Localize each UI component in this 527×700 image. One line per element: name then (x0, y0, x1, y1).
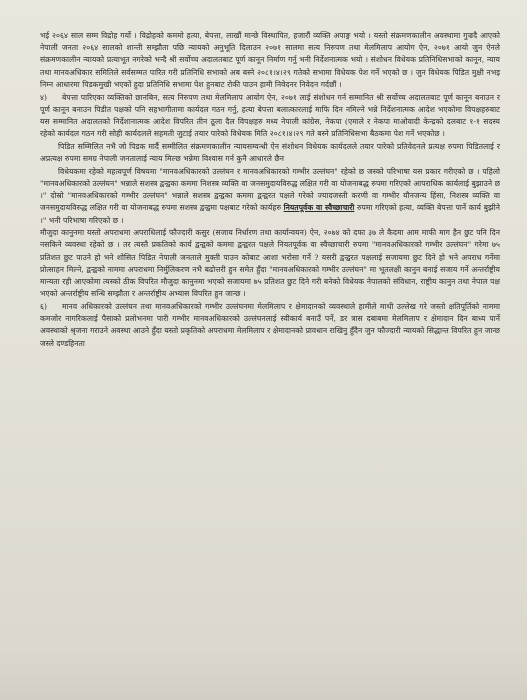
page-shadow (0, 650, 527, 700)
paragraph-item-4 (40, 92, 500, 141)
paragraph-item-6 (40, 301, 500, 350)
paragraph-text: विधेयकमा रहेको महत्वपूर्ण विषयमा "मानवअधिकारको उल्लंघन र मानवअधिकारको गम्भीर उल्लंघन" रहेको छ जस्को परिभाषा यस प्रकार गरीएको छ । पहिलो "मानवअधिकारको उल्लंघन" भन्नाले सशस्त्र द्वन्द्वका कममा निशस्त्र व्यक्ति वा जनसमुदायविरुद्ध लक्षित गरी वा योजनाबद्ध रुपमा गरिएको आपराधिक कार्यलाई बुझाउने छ ।" दोस्रो "मानवअधिकारको गम्भीर उल्लंघन" भन्नाले सशस्त्र द्वन्द्वका कममा द्वन्द्वरत पक्षले गरेको ज्यादजस्ती करणी वा गम्भीर यौनजन्य हिंसा, निशस्त्र व्यक्ति वा जनसमुदायविरुद्ध लक्षित गरी वा योजनाबद्ध रुपमा सशस्त्र द्वन्द्वमा पक्षबाट गरेको कार्यहरु (40, 166, 500, 213)
paragraph-victims (40, 141, 500, 165)
paragraph-number: ४) (40, 92, 48, 102)
paragraph-text: मौजुदा कानुनमा यस्तो अपराधमा अपराधिलाई फौज्दारी कसुर (सजाय निर्धारण तथा कार्यान्वयन) ऐन, २०७४ को दफा ३७ ले कैदमा आम माफी माग हैन छुट पनि दिन नसकिने व्यवस्था रहेको छ । तर त्यस्तै प्रकतिको कार्य द्वन्द्वको कममा द्वन्द्वरत पक्षले नियतपूर्वक वा स्वैच्छाचारी रुपमा "मानवअधिकारको गम्भीर उल्लंघन" गरेमा ७५ प्रतिशत छुट पाउने हो भने शोसित पिडित नेपाली जनताले मुक्ती पाउन कोबाट आशा भरोसा गर्ने ? यसरी द्वन्द्वरत पक्षलाई सजायमा छुट दिने हो भने अपराध गर्नेमा प्रोत्साहन मिल्ने, द्वन्द्वको नाममा अपराधमा निर्मुलिकरण नभै बढोत्तरी हुन समेत हुँदा "मानवअधिकारको गम्भीर उल्लंघन" मा भूतलक्षी कानुन बनाई सजाय गर्ने अन्तर्राष्ट्रीय मान्यता रही आएकोमा त्यस्को ठीक विपरित मौजुदा कानुनमा भएको सजायमा ७५ प्रतिशत छुट दिने गरी बनेको विधेयक नेपालको संविधान, राष्ट्रीय कानुन तथा नेपाल पक्ष भएको अन्तर्राष्ट्रीय सन्धि सम्झौता र अन्तर्राष्ट्रीय अभ्यास विपरित हुन जान्छ । (40, 228, 500, 299)
paragraph-existing-law (40, 227, 500, 300)
emphasized-phrase: नियतपूर्वक वा स्वैच्छाचारी (283, 203, 355, 213)
paragraph-intro (40, 30, 500, 91)
paragraph-number: ६) (40, 301, 48, 311)
paragraph-text: रुपमा गरिएको हत्या, व्यक्ति बेपत्ता पार्ने कार्य बुझीने ।" भनी परिभाषा गरिएको छ । (40, 203, 500, 225)
paragraph-text: मानव अधिकारको उल्लंघन तथा मानवअधिकारको गम्भीर उल्लंघनमा मेलमिलाप र क्षेमादानको व्यवस्थाले हामीले माथी उल्लेख गरे जस्तो क्षतिपूर्तिको नाममा कमजोर नागरिकलाई पैसाको प्रलोभनमा पारी गम्भीर मानवअधिकारको उल्लंघनलाई स्वीकार्य बनाउँ पर्ने, डर त्रास दबाबमा मेलमिलाप र क्षेमादान दिन बाध्य पार्ने अवस्थाको श्रृजना गराउने अवस्था आउने हुँदा यस्तो प्रकृतिको अपराधमा मेलमिलाप र क्षेमादानको प्रावधान राखिनु हुँदैन जुन फौज्दारी न्यायको सिद्धान्त विपरित हुन जान्छ जस्ले दण्डहिनता (40, 301, 500, 348)
paragraph-text: पिडित सम्मिलित नभै जो पिडक मार्दै सम्मीलित संक्रमणकालीन न्यायसम्वन्धी ऐन संशोधन विधेयक कार्यदलले तयार पारेको प्रतिवेदनले प्रत्यक्ष रुपमा पिडितलाई र अप्रत्यक्ष रुपमा समग्र नेपाली जनतालाई न्याय मिल्छ भन्नेमा विश्वास गर्न कुनै आधारले छैन (40, 141, 500, 164)
paragraph-definitions (40, 166, 500, 227)
paragraph-text: बेपत्ता पारिएका व्यक्तिको छानबिन, सत्य निरुपण तथा मेलमिलाप आयोग ऐन, २०७१ लाई संशोधन गर्न सम्मानित श्री सर्वोच्च अदालतबाट पूर्ण कानून बनाउन र पूर्ण कानून बनाउन पिडीत पक्षको पनि सहभागीतामा कार्यदल गठन गर्नु, हत्या बेपत्ता बलात्कारलाई माफि दिन नमिल्ने भन्ने निर्देशनात्मक आदेश भएकोमा विपक्षहरुबाट यस सम्मानित अदालतको निर्देशानात्मक आदेश विपरित तीन ठूला दैल विपक्षहरु मध्य नेपाली कांग्रेस, नेकपा (एमाले र नेकपा माओवादी केन्द्रको दलबाट १-१ सदस्य रहेको कार्यदल गठन गरी सोही कार्यदलले सहमती जुटाई तयार पारेको विधेयक मिति २०८१।४।२९ गते बस्ने प्रतिनिधिसभा बैठकमा पेश गर्ने भएकोछ । (40, 92, 500, 139)
document-body (40, 30, 500, 350)
paragraph-text: भई २०६४ साल सम्म विद्रोह गर्यो । विद्रोहको कममो हत्या, बेपत्ता, लाखौं मान्छे विस्थापित, हजारौं व्यक्ति अपाङ्ग भयो । यस्तो संक्रमणकालीन अवस्थामा गुज्रदै आएको नेपाली जनता २०६४ सालको शान्ती सम्झौता पछि न्यायको अनुभूति दिलाउन २०७१ सालमा सत्य निरुपण तथा मेलमिलाप आयोग ऐन, २०७१ आयो जुन ऐनले संक्रमणकालीन न्यायको प्रत्याभूत नगरेको भन्दै श्री सर्वोच्च अदालतबाट पूर्ण कानून निर्माण गर्नु भनी निर्देशनात्मक भयो । संशोधन विधेयक प्रतिनिधिसभाको कानून, न्याय तथा मानवअधिकार समितिले सर्वसम्मत पारित गरी प्रतिनिधि सभाको अब बस्ने २०८१।४।२९ गतेको सभामा विधेयक पेश गर्ने भएको छ । जुन विधेयक पिडित मुक्षी नभइ निम्न आधारमा पिडकमुखी भएकों हुदा प्रतिनिधि सभामा पेश हुनबाट रोकी पाउन हामी निवेदनर निवेदन गर्दछौं । (40, 31, 500, 89)
